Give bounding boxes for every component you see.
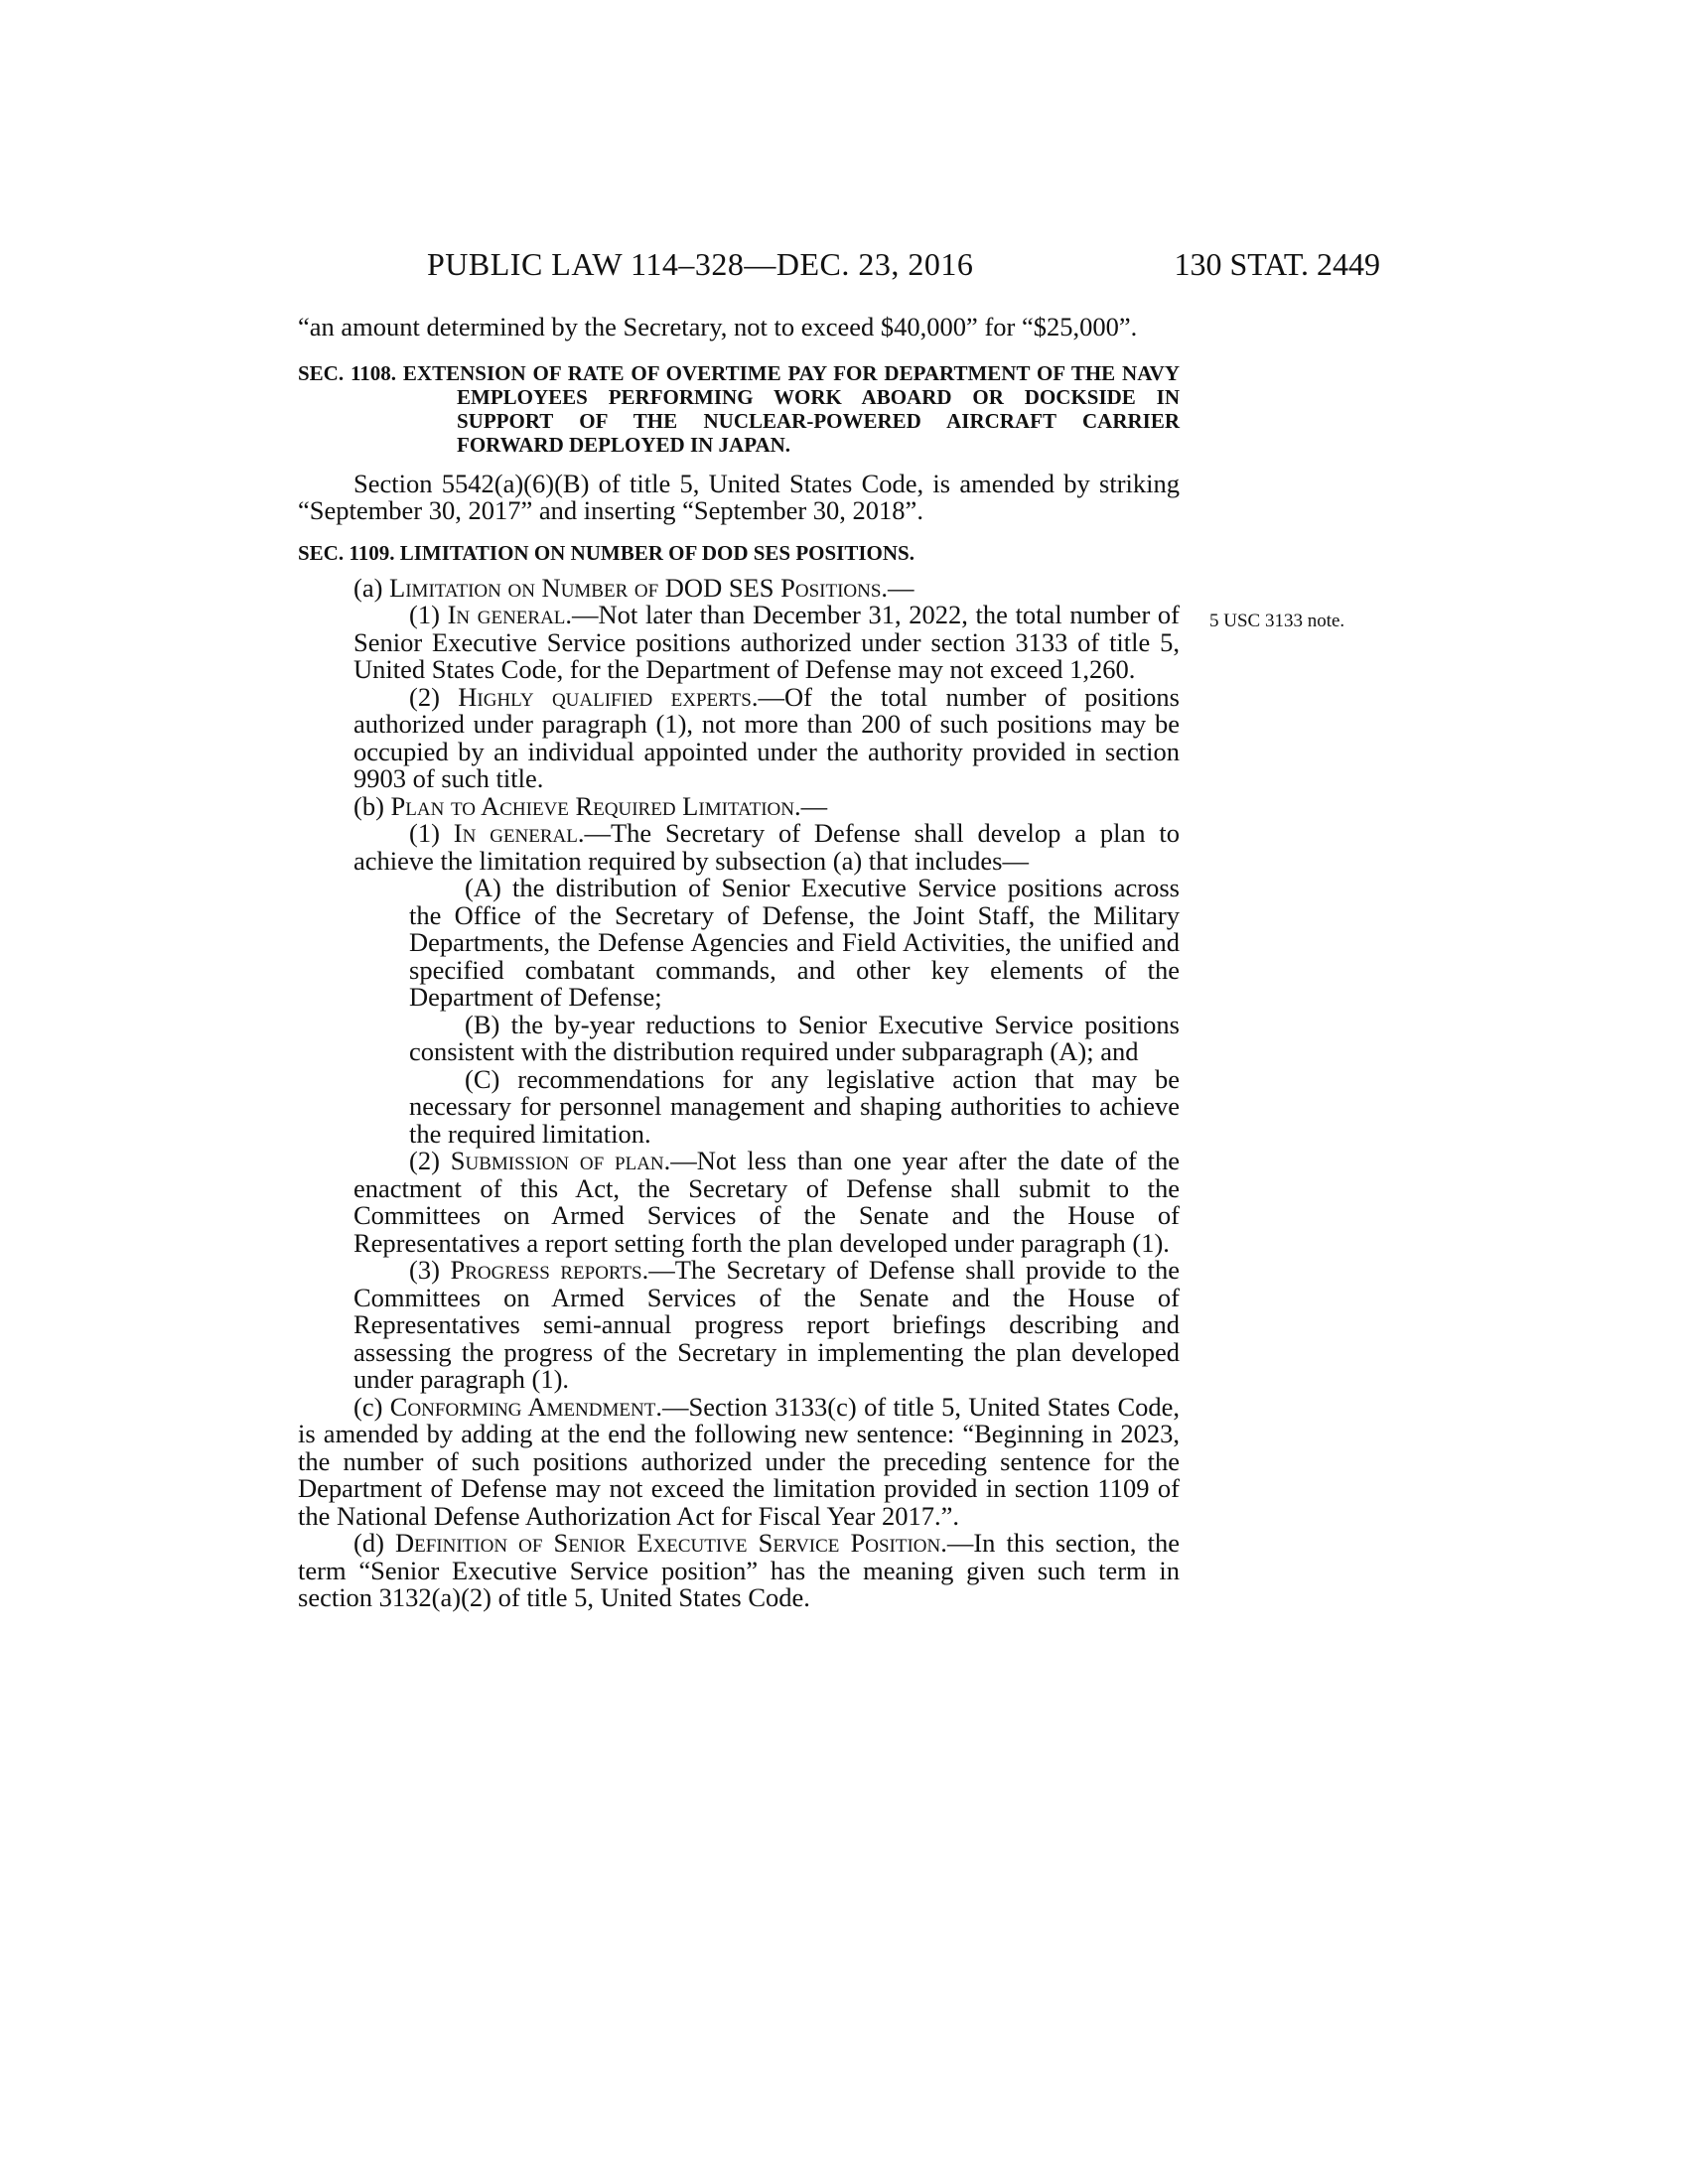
paragraph-b3-caption: Progress reports [450,1255,642,1285]
paragraph-a1 [298,602,1180,684]
paragraph-b2-label: (2) [409,1146,451,1175]
paragraph-a1-text: .—Not later than December 31, 2022, the total number of Senior Executive Service positions authorized under section 3133 of title 5, United States Code, for the Department of Defense may not exceed 1,260. [353,600,1180,684]
paragraph-a2-label: (2) [409,681,459,712]
subsection-d [298,1530,1180,1612]
carryover-paragraph: “an amount determined by the Secretary, not to exceed $40,000” for “$25,000”. [298,312,1138,341]
page-header [298,246,1380,286]
section-1109-heading: SEC. 1109. LIMITATION ON NUMBER OF DOD SES POSITIONS. [298,540,914,565]
running-head-title: PUBLIC LAW 114–328—DEC. 23, 2016 [427,246,974,282]
paragraph-b3-label: (3) [409,1255,451,1285]
subsection-b-dash: .— [794,790,828,821]
paragraph-b1-caption: In general [453,818,578,848]
paragraph-a2-caption: Highly qualified experts [458,681,752,712]
paragraph-b1-label: (1) [409,818,454,848]
paragraph-a1-caption: In general [447,600,566,629]
subsection-c-text: .—Section 3133(c) of title 5, United States Code, is amended by adding at the end the following new sentence: “Beginning in 2023, the number of such positions authorized under the preceding sentence for the Department of Defense may not exceed the limitation provided in section 1109 of the National Defense Authorization Act for Fiscal Year 2017.”. [298,1391,1181,1531]
paragraph-b2 [298,1148,1180,1257]
paragraph-a1-label: (1) [409,600,448,629]
subsection-d-label: (d) [353,1528,395,1558]
subsection-a-label: (a) [353,572,390,603]
paragraph-b2-caption: Submission of plan [450,1146,664,1175]
page-stat-number: 130 STAT. 2449 [1174,246,1380,282]
margin-citation-note: 5 USC 3133 note. [1209,611,1345,631]
subsection-c-caption: Conforming Amendment [389,1391,656,1422]
subsection-b-caption: Plan to Achieve Required Limitation [390,790,794,821]
subsection-c-label: (c) [353,1391,390,1422]
paragraph-a2 [298,681,1180,793]
section-1108-text: Section 5542(a)(6)(B) of title 5, United States Code, is amended by striking “September 30, 2017” and inserting “September 30, 2018”. [298,468,1180,525]
paragraph-b1 [298,820,1180,875]
paragraph-b2-text: .—Not less than one year after the date of the enactment of this Act, the Secretary of Defense shall submit to the Committees on Armed Services of the Senate and the House of Representatives a report setting forth the plan developed under paragraph (1). [353,1146,1180,1258]
subsection-b-heading [298,790,1180,821]
subparagraph-b1b: (B) the by-year reductions to Senior Executive Service positions consistent with the distribution required under subparagraph (A); and [409,1009,1180,1066]
section-1108-heading: SEC. 1108. EXTENSION OF RATE OF OVERTIME PAY FOR DEPARTMENT OF THE NAVY EMPLOYEES PERFORMING WORK ABOARD OR DOCKSIDE IN SUPPORT OF THE NUCLEAR-POWERED AIRCRAFT CARRIER FORWARD DEPLOYED IN JAPAN. [298,360,1180,457]
subsection-d-caption: Definition of Senior Executive Service Position [394,1528,941,1558]
subparagraph-b1c: (C) recommendations for any legislative action that may be necessary for personnel management and shaping authorities to achieve the required limitation. [409,1063,1180,1149]
paragraph-b3-text: .—The Secretary of Defense shall provide to the Committees on Armed Services of the Senate and the House of Representatives semi-annual progress report briefings describing and assessing the progress of the Secretary in implementing the plan developed under paragraph (1). [353,1255,1181,1394]
subsection-b-label: (b) [353,790,391,821]
paragraph-a2-text: .—Of the total number of positions authorized under paragraph (1), not more than 200 of such positions may be occupied by an individual appointed under the authority provided in section 9903 of such title. [353,681,1180,793]
subsection-a-caption: Limitation on Number of DOD SES Positions [389,572,882,603]
subsection-d-text: .—In this section, the term “Senior Executive Service position” has the meaning given such term in section 3132(a)(2) of title 5, United States Code. [298,1528,1180,1612]
subparagraph-b1a: (A) the distribution of Senior Executive Service positions across the Office of the Secretary of Defense, the Joint Staff, the Military Departments, the Defense Agencies and Field Activities, the unified and specified combatant commands, and other key elements of the Department of Defense; [409,873,1180,1012]
statute-body [298,314,1180,1612]
paragraph-b1-text: .—The Secretary of Defense shall develop a plan to achieve the limitation required by subsection (a) that includes— [353,818,1181,876]
subsection-a-heading [298,572,1180,603]
subsection-a-dash: .— [881,572,914,603]
subsection-c [298,1391,1181,1531]
paragraph-b3 [298,1257,1180,1394]
